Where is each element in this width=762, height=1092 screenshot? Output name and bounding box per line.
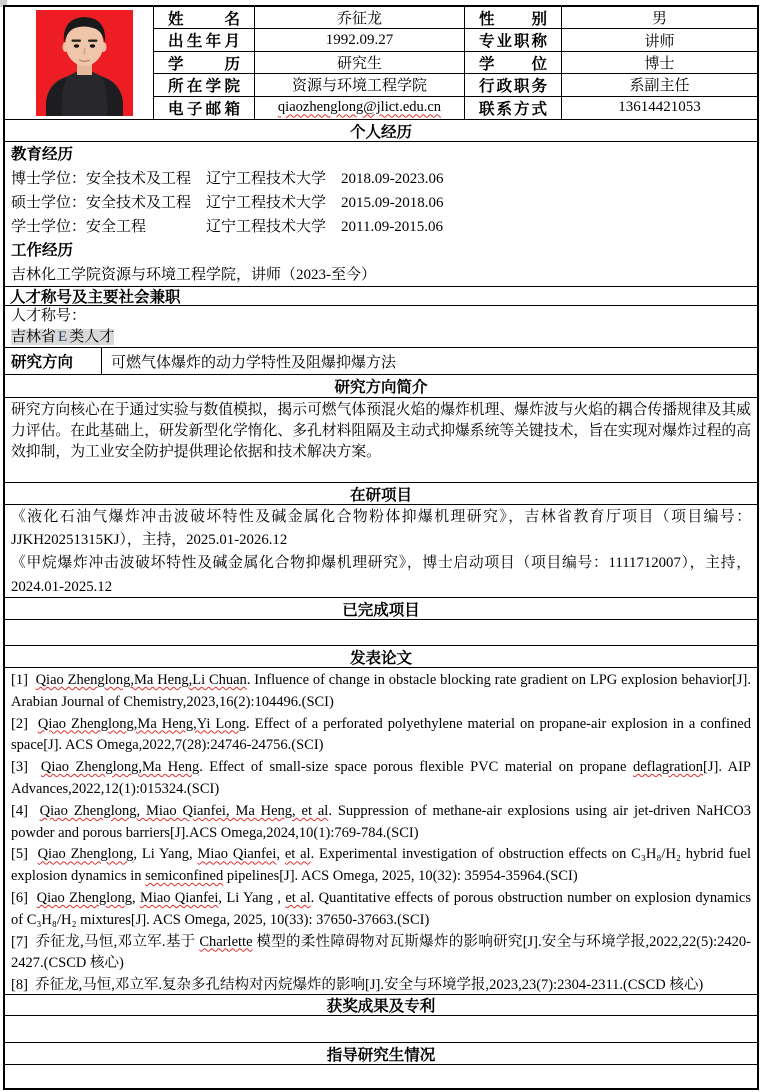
email-text: qiaozhenglong@jlict.edu.cn xyxy=(277,99,442,116)
awards-cell xyxy=(5,1016,757,1043)
talent-entry xyxy=(11,327,751,348)
profile-photo xyxy=(36,10,133,116)
project-item: 《甲烷爆炸冲击波破坏特性及碱金属化合物抑爆机理研究》，博士启动项目（项目编号：1111712007），主持，2024.01-2025.12 xyxy=(11,555,751,595)
education-entry: 硕士学位：安全技术及工程 辽宁工程技术大学 2015.09-2018.06 xyxy=(11,195,444,211)
education-subheading: 教育经历 xyxy=(11,146,74,163)
talent-province: 吉林省 xyxy=(11,329,57,345)
field-value-title: 讲师 xyxy=(562,29,757,51)
field-value-education: 研究生 xyxy=(255,52,465,74)
paper-item: [6] Qiao Zhenglong, Miao Qianfei, Li Yang , et al. Quantitative effects of porous obstruction number on explosion dynamics of C₃H₈/H₂ mixtures[J]. ACS Omega, 2025, 10(33): 37650-37663.(SCI) xyxy=(11,889,751,928)
field-value-college: 资源与环境工程学院 xyxy=(255,74,465,96)
field-label-title: 专业职称 xyxy=(465,29,562,51)
paper-item: [4] Qiao Zhenglong, Miao Qianfei, Ma Heng, et al. Suppression of methane-air explosions using air jet-driven NaHCO3 powder and porous barriers[J].ACS Omega,2024,10(1):769-784.(SCI) xyxy=(11,802,751,841)
cv-document xyxy=(3,5,759,1090)
students-cell xyxy=(5,1065,757,1090)
research-direction-value: 可燃气体爆炸的动力学特性及阻爆抑爆方法 xyxy=(111,354,397,371)
current-projects-cell xyxy=(5,505,757,598)
field-value-email xyxy=(255,97,465,119)
education-entry: 博士学位：安全技术及工程 辽宁工程技术大学 2018.09-2023.06 xyxy=(11,171,444,187)
talent-category: 类人才 xyxy=(69,329,115,345)
field-value-phone: 13614421053 xyxy=(618,99,701,116)
section-header-students: 指导研究生情况 xyxy=(5,1043,757,1065)
field-label-birthdate: 出生年月 xyxy=(154,29,255,51)
field-value-gender: 男 xyxy=(562,7,757,29)
completed-projects-cell xyxy=(5,620,757,646)
personal-history-cell xyxy=(5,142,757,287)
basic-info-table xyxy=(5,7,757,120)
field-label-admin-post: 行政职务 xyxy=(465,74,562,96)
section-header-current-projects: 在研项目 xyxy=(5,483,757,505)
project-item: 《液化石油气爆炸冲击波破坏特性及碱金属化合物粉体抑爆机理研究》，吉林省教育厅项目（项目编号：JJKH20251315KJ），主持，2025.01-2026.12 xyxy=(11,509,751,549)
field-label-email: 电子邮箱 xyxy=(154,97,255,119)
paper-item: [8] 乔征龙,马恒,邓立军.复杂多孔结构对丙烷爆炸的影响[J].安全与环境学报,2023,23(7):2304-2311.(CSCD 核心) xyxy=(11,977,704,994)
field-value-name: 乔征龙 xyxy=(255,7,465,29)
field-label-gender: 性别 xyxy=(465,7,562,29)
section-header-talent-titles: 人才称号及主要社会兼职 xyxy=(5,287,757,306)
research-direction-label: 研究方向 xyxy=(5,348,102,374)
education-entry: 学士学位：安全工程 辽宁工程技术大学 2011.09-2015.06 xyxy=(11,219,443,235)
section-header-completed-projects: 已完成项目 xyxy=(5,598,757,620)
field-label-education: 学历 xyxy=(154,52,255,74)
paper-item: [1] Qiao Zhenglong,Ma Heng,Li Chuan. Influence of change in obstacle blocking rate gradient on LPG explosion behavior[J]. Arabian Journal of Chemistry,2023,16(2):104496.(SCI) xyxy=(11,672,751,710)
talent-label: 人才称号： xyxy=(11,308,87,324)
photo-cell xyxy=(5,7,154,119)
section-header-awards: 获奖成果及专利 xyxy=(5,995,757,1016)
field-label-college: 所在学院 xyxy=(154,74,255,96)
paper-item: [5] Qiao Zhenglong, Li Yang, Miao Qianfei, et al. Experimental investigation of obstruction effects on C₃H₈/H₂ hybrid fuel explosion dynamics in semiconfined pipelines[J]. ACS Omega, 2025, 10(32): 35954-35964.(SCI) xyxy=(11,846,752,885)
talent-grade-letter: E xyxy=(58,329,68,345)
work-entry: 吉林化工学院资源与环境工程学院，讲师（2023-至今） xyxy=(11,267,376,283)
field-value-admin-post: 系副主任 xyxy=(562,74,757,96)
field-label-degree: 学位 xyxy=(465,52,562,74)
field-value-degree: 博士 xyxy=(562,52,757,74)
field-label-phone: 联系方式 xyxy=(465,97,562,119)
papers-list xyxy=(5,668,757,995)
paper-item: [3] Qiao Zhenglong,Ma Heng. Effect of small-size space porous flexible PVC material on propane deflagration[J]. AIP Advances,2022,12(1):015324.(SCI) xyxy=(11,759,751,797)
section-header-personal-history: 个人经历 xyxy=(5,120,757,142)
paper-item: [2] Qiao Zhenglong,Ma Heng,Yi Long. Effect of a perforated polyethylene material on propane-air explosion in a confined space[J]. ACS Omega,2022,7(28):24746-24756.(SCI) xyxy=(11,715,751,754)
field-label-name: 姓名 xyxy=(154,7,255,29)
talent-cell xyxy=(5,306,757,348)
research-intro-cell: 研究方向核心在于通过实验与数值模拟，揭示可燃气体预混火焰的爆炸机理、爆炸波与火焰的耦合传播规律及其威力评估。在此基础上，研发新型化学惰化、多孔材料阻隔及主动式抑爆系统等关键技术，旨在实现对爆炸过程的高效抑制，为工业安全防护提供理论依据和技术解决方案。 xyxy=(5,398,757,483)
research-direction-row xyxy=(5,348,757,375)
section-header-papers: 发表论文 xyxy=(5,646,757,668)
paper-item: [7] 乔征龙,马恒,邓立军.基于 Charlette 模型的柔性障碍物对瓦斯爆炸的影响研究[J].安全与环境学报,2022,22(5):2420-2427.(CSCD 核心) xyxy=(11,933,751,972)
work-subheading: 工作经历 xyxy=(11,242,74,259)
section-header-research-intro: 研究方向简介 xyxy=(5,375,757,398)
field-value-birthdate: 1992.09.27 xyxy=(255,29,465,51)
